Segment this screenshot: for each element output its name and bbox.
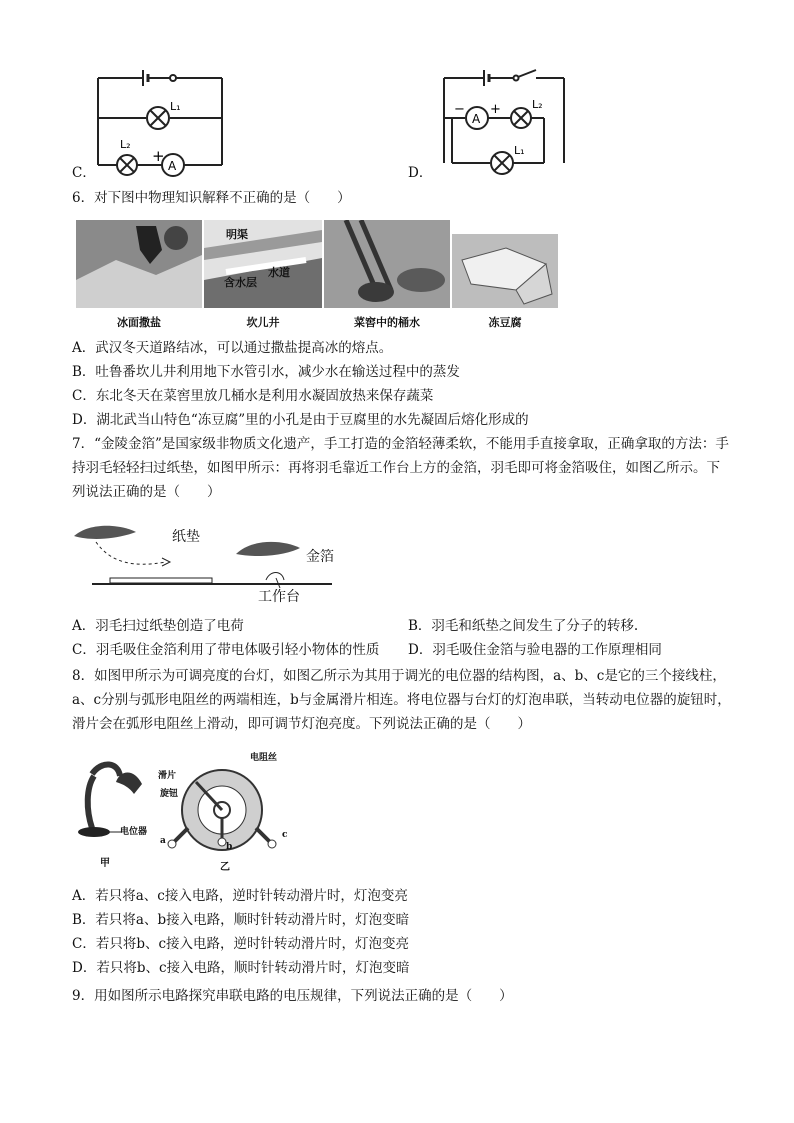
d-minus-sign: − <box>454 102 465 117</box>
q8-option-c: C．若只将b、c接入电路，逆时针转动滑片时，灯泡变亮 <box>72 936 410 952</box>
q6-option-a: A．武汉冬天道路结冰，可以通过撒盐提高冰的熔点。 <box>72 340 393 356</box>
d-l2-label: L₂ <box>532 98 543 111</box>
label-yi: 乙 <box>220 862 230 873</box>
q6-photos <box>76 220 558 308</box>
c-plus-sign: + <box>152 147 165 165</box>
label-jia: 甲 <box>100 858 110 869</box>
q6-option-b: B．吐鲁番坎儿井利用地下水管引水，减少水在输送过程中的蒸发 <box>72 364 460 380</box>
caption-frozen-tofu: 冻豆腐 <box>488 316 522 329</box>
q7-figure <box>70 518 352 608</box>
q9-stem: 9．用如图所示电路探究串联电路的电压规律，下列说法正确的是（ ） <box>72 988 513 1004</box>
q8-option-a: A．若只将a、c接入电路，逆时针转动滑片时，灯泡变亮 <box>72 888 408 904</box>
q7-option-c: C．羽毛吸住金箔利用了带电体吸引轻小物体的性质 <box>72 642 380 658</box>
circuit-diagram-c <box>90 66 230 180</box>
q6-option-d: D．湖北武当山特色“冻豆腐”里的小孔是由于豆腐里的水先凝固后熔化形成的 <box>72 412 529 428</box>
label-hanshui: 含水层 <box>224 276 257 289</box>
label-paper-pad: 纸垫 <box>172 529 200 545</box>
feather-left <box>74 526 136 539</box>
label-resistance-wire: 电阻丝 <box>250 753 278 763</box>
caption-cellar-water: 菜窖中的桶水 <box>354 316 420 329</box>
option-d-letter: D． <box>408 165 433 181</box>
q7-option-b: B．羽毛和纸垫之间发生了分子的转移. <box>408 618 639 634</box>
label-terminal-a: a <box>160 836 166 846</box>
label-potentiometer: 电位器 <box>120 827 148 837</box>
q7-option-d: D．羽毛吸住金箔与验电器的工作原理相同 <box>408 642 662 658</box>
q6-photo-strip <box>76 220 558 308</box>
label-slider: 滑片 <box>158 771 177 781</box>
d-ammeter-label: A <box>472 112 481 126</box>
c-ammeter-label: A <box>168 159 177 173</box>
option-c-letter: C． <box>72 165 96 181</box>
label-gold-foil: 金箔 <box>306 549 334 565</box>
caption-ice-salt: 冰面撒盐 <box>117 316 161 329</box>
label-terminal-b: b <box>226 842 233 852</box>
label-terminal-c: c <box>282 830 288 840</box>
d-l1-label: L₁ <box>514 144 525 157</box>
paper-pad <box>110 578 212 583</box>
feather-right <box>236 542 300 556</box>
c-l1-label: L₁ <box>170 100 181 113</box>
q8-stem: 8．如图甲所示为可调亮度的台灯，如图乙所示为其用于调光的电位器的结构图，a、b、c是它的三个接线柱，a、c分别与弧形电阻丝的两端相连，b与金属滑片相连。将电位器与台灯的灯泡串联，当转动电位器的旋钮时，滑片会在弧形电阻丝上滑动，即可调节灯泡亮度。下列说法正确的是（ ） <box>72 668 731 732</box>
caption-karez: 坎儿井 <box>246 316 280 329</box>
label-shuidao: 水道 <box>268 266 290 279</box>
q8-option-b: B．若只将a、b接入电路，顺时针转动滑片时，灯泡变暗 <box>72 912 410 928</box>
circuit-diagram-d <box>432 66 572 180</box>
q6-stem: 6．对下图中物理知识解释不正确的是（ ） <box>72 190 351 206</box>
label-workbench: 工作台 <box>258 589 300 605</box>
q7-option-a: A．羽毛扫过纸垫创造了电荷 <box>72 618 244 634</box>
q8-option-d: D．若只将b、c接入电路，顺时针转动滑片时，灯泡变暗 <box>72 960 410 976</box>
label-knob: 旋钮 <box>160 789 179 799</box>
label-mingqu: 明渠 <box>226 228 248 241</box>
q7-stem: 7．“金陵金箔”是国家级非物质文化遗产，手工打造的金箔轻薄柔软，不能用手直接拿取，正确拿取的方法：手持羽毛轻轻扫过纸垫，如图甲所示：再将羽毛靠近工作台上方的金箔，羽毛即可将金箔吸住，如图乙所示。下列说法正确的是（ ） <box>72 436 729 500</box>
q8-figure <box>72 748 312 878</box>
c-l2-label: L₂ <box>120 138 131 151</box>
q6-option-c: C．东北冬天在菜窖里放几桶水是利用水凝固放热来保存蔬菜 <box>72 388 434 404</box>
d-plus-sign: + <box>490 102 501 117</box>
